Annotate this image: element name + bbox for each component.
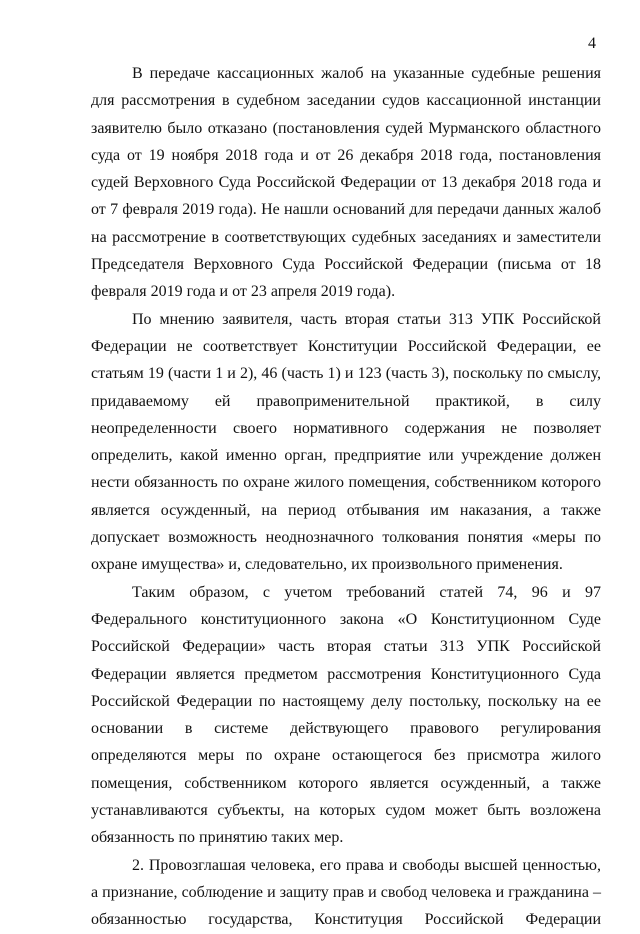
document-body <box>91 60 601 934</box>
paragraph-refusal-of-cassation: В передаче кассационных жалоб на указанные судебные решения для рассмотрения в судебном заседании судов кассационной инстанции заявителю было отказано (постановления судей Мурманского областного суда от 19 ноября 2018 года и от 26 декабря 2018 года, постановления судей Верховного Суда Российской Федерации от 13 декабря 2018 года и от 7 февраля 2019 года). Не нашли оснований для передачи данных жалоб на рассмотрение в соответствующих судебных заседаниях и заместители Председателя Верховного Суда Российской Федерации (письма от 18 февраля 2019 года и от 23 апреля 2019 года). <box>91 65 601 301</box>
paragraph-subject-of-review: Таким образом, с учетом требований статей 74, 96 и 97 Федерального конституционного закона «О Конституционном Суде Российской Федерации» часть вторая статьи 313 УПК Российской Федерации является предметом рассмотрения Конституционного Суда Российской Федерации по настоящему делу постольку, поскольку на ее основании в системе действующего правового регулирования определяются меры по охране остающегося без присмотра жилого помещения, собственником которого является осужденный, а также устанавливаются субъекты, на которых судом может быть возложена обязанность по принятию таких мер. <box>91 583 601 847</box>
paragraph-applicant-position: По мнению заявителя, часть вторая статьи 313 УПК Российской Федерации не соответствует Конституции Российской Федерации, ее статьям 19 (части 1 и 2), 46 (часть 1) и 123 (часть 3), поскольку по смыслу, придаваемому ей правоприменительной практикой, в силу неопределенности своего нормативного содержания не позволяет определить, какой именно орган, предприятие или учреждение должен нести обязанность по охране жилого помещения, собственником которого является осужденный, на период отбывания им наказания, а также допускает возможность неоднозначного толкования понятия «меры по охране имущества» и, следовательно, их произвольного применения. <box>91 310 601 574</box>
paragraph-constitutional-values: 2. Провозглашая человека, его права и свободы высшей ценностью, а признание, соблюдение и защиту прав и свобод человека и гражданина – обязанностью государства, Конституция Российской Федерации <box>91 856 601 929</box>
page-number: 4 <box>588 35 596 52</box>
